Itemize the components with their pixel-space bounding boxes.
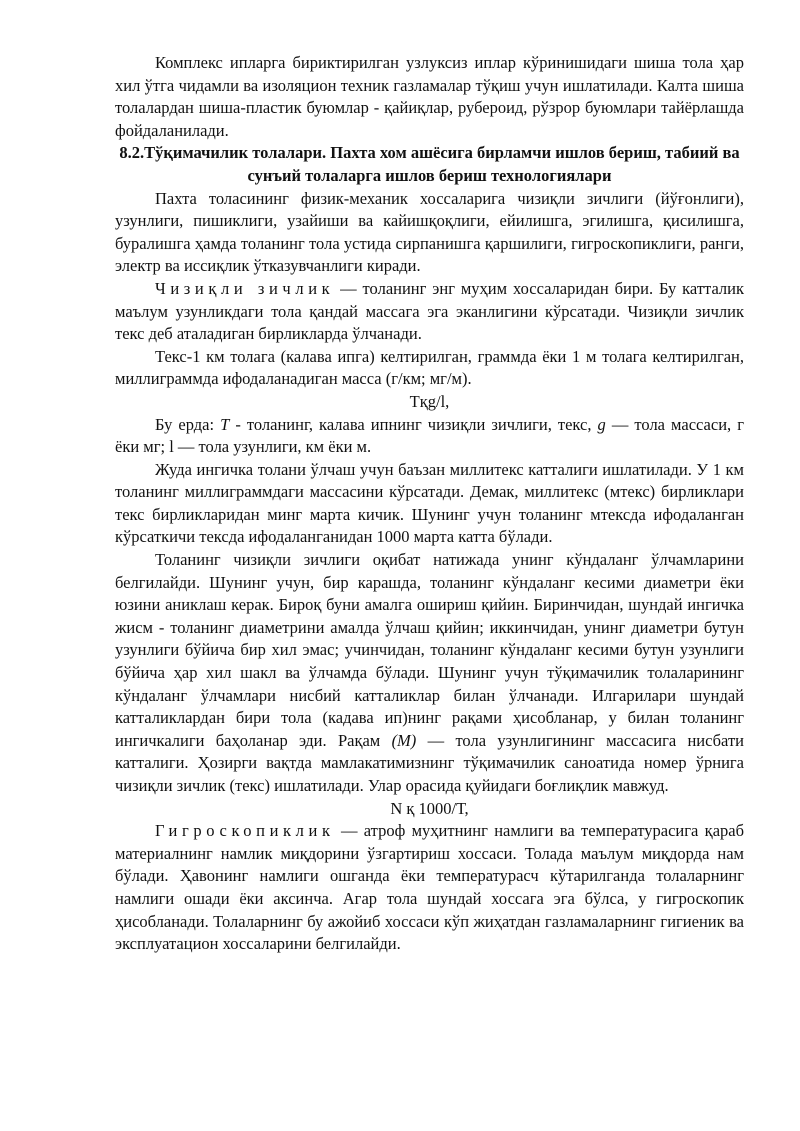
paragraph-millitex: Жуда ингичка толани ўлчаш учун баъзан миллитекс катталиги ишлатилади. У 1 км толанинг миллиграммдаги массасини кўрсатади. Демак, миллитекс (мтекс) бирликлари текс бирликларидан минг марта кичик. Шунинг учун толанинг мтексда ифодаланган кўрсаткичи тексда ифодаланганидан 1000 марта катта бўлади. xyxy=(115,459,744,547)
paragraph-tex-definition: Текс-1 км толага (калава ипга) келтирилган, граммда ёки 1 м толага келтирилган, миллиграммда ифодаланадиган масса (г/км; мг/м). xyxy=(115,346,744,389)
legend-intro: Бу ерда: xyxy=(155,414,221,434)
formula-tex: Тқg/l, xyxy=(409,391,450,411)
paragraph-glass-fiber: Комплекс ипларга бириктирилган узлуксиз иплар кўринишидаги шиша тола ҳар хил ўтга чидамли ва изоляцион техник газламалар тўқиш учун ишлатилади. Калта шиша толалардан шиша-пластик буюмлар - қайиқлар, рубероид, рўзрор буюмлари тайёрлашда фойдаланилади. xyxy=(115,53,744,140)
term-linear-density: Чизиқли зичлик xyxy=(155,278,335,298)
symbol-g: g xyxy=(597,414,606,434)
legend-g-text: — тола массаси, г ёки мг; l — тола узунлиги, км ёки м. xyxy=(115,414,744,457)
symbol-m: (М) xyxy=(391,730,417,750)
paragraph-formula-legend xyxy=(115,414,744,459)
formula-number: N қ 1000/Т, xyxy=(390,798,469,818)
paragraph-cross-section-text-a: Толанинг чизиқли зичлиги оқибат натижада унинг кўндаланг ўлчамларини белгилайди. Шунинг учун, бир карашда, толанинг кўндаланг кесими диаметри ёки юзини аниклаш керак. Бироқ буни амалга ошириш қийин. Биринчидан, шундай ингичка жисм - толанинг диаметрини амалда ўлчаш қийин; иккинчидан, унинг диаметри бутун узунлиги бўйича бир хил эмас; учинчидан, толанинг кўндаланг кесими бутун узунлиги бўйича ҳар хил шакл ва ўлчамда бўлади. Шунинг учун тўқимачилик толаларининг кўндаланг ўлчамлари нисбий катталиклар билан ўлчанади. Илгарилари шундай катталиклардан бири тола (кадава ип)нинг рақами ҳисобланар, у билан толанинг ингичкалиги баҳоланар эди. Рақам xyxy=(115,550,744,750)
paragraph-hygroscopicity-text: — атроф муҳитнинг намлиги ва температурасига қараб материалнинг намлик миқдорини ўзгартириш хоссаси. Толада маълум миқдорда нам бўлади. Ҳавонинг намлиги ошганда ёки температурасч кўтарилганда толаларнинг намлиги ошади ёки аксинча. Агар тола шундай хоссага эга бўлса, у гигроскопик ҳисобланади. Толаларнинг бу ажойиб хоссаси кўп жиҳатдан газламаларнинг гигиеник ва эксплуатацион хоссаларини белгилайди. xyxy=(115,821,744,954)
symbol-t: Т xyxy=(220,414,230,434)
legend-t-text: - толанинг, калава ипнинг чизиқли зичлиги, текс, xyxy=(229,414,598,434)
paragraph-cross-section-text-b: — тола узунлигининг массасига нисбати катталиги. Ҳозирги вақтда мамлакатимизнинг тўқимачилик саноатида номер ўрнига чизиқли зичлик (текс) ишлатилади. Улар орасида қуйидаги боғлиқлик мавжуд. xyxy=(115,730,744,795)
paragraph-linear-density-text: — толанинг энг муҳим хоссаларидан бири. Бу катталик маълум узунликдаги тола қандай массага эга эканлигини кўрсатади. Чизиқли зичлик текс деб аталадиган бирликларда ўлчанади. xyxy=(115,278,744,344)
paragraph-cross-section xyxy=(115,549,744,798)
term-hygroscopicity: Гигроскопиклик xyxy=(155,821,335,841)
paragraph-hygroscopicity xyxy=(115,820,744,956)
paragraph-physical-properties: Пахта толасининг физик-механик хоссаларига чизиқли зичлиги (йўғонлиги), узунлиги, пишиклиги, узайиши ва кайишқоқлиги, ейилишга, эгилишга, қисилишга, буралишга ҳамда толанинг тола устида сирпанишга қаршилиги, гигроскопиклиги, ранги, электр ва иссиқлик ўтказувчанлиги киради. xyxy=(115,188,744,276)
section-heading: 8.2.Тўқимачилик толалари. Пахта хом ашёсига бирламчи ишлов бериш, табиий ва сунъий толаларга ишлов бериш технологиялари xyxy=(119,143,740,185)
paragraph-linear-density xyxy=(115,278,744,346)
